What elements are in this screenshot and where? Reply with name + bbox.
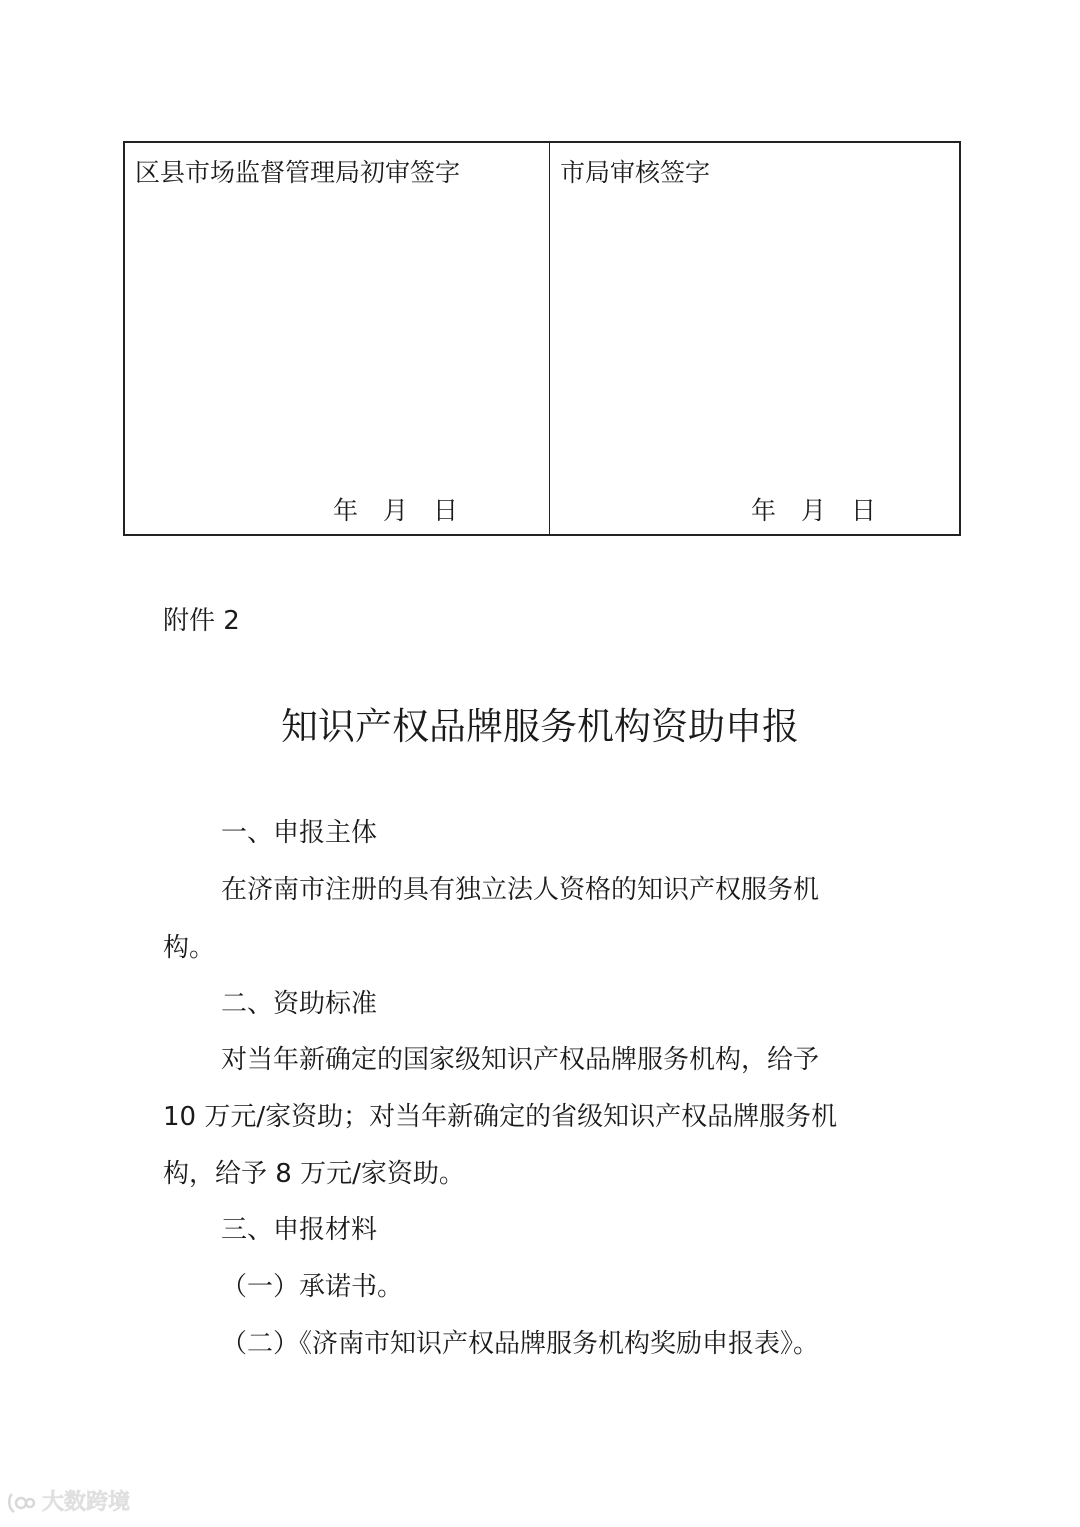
- section-3-item-2: （二）《济南市知识产权品牌服务机构奖励申报表》。: [221, 1329, 820, 1359]
- section-2-text-line-2: 10 万元/家资助；对当年新确定的省级知识产权品牌服务机: [163, 1102, 838, 1132]
- city-review-title: 市局审核签字: [560, 158, 711, 187]
- district-review-date: [333, 495, 458, 527]
- section-2-text-line-1: 对当年新确定的国家级知识产权品牌服务机构，给予: [221, 1045, 820, 1075]
- section-1-text-line-2: 构。: [163, 933, 216, 963]
- signature-table: [123, 141, 961, 536]
- district-review-title: 区县市场监督管理局初审签字: [135, 158, 461, 187]
- date-month: 月: [383, 496, 409, 525]
- watermark-text: 大数跨境: [42, 1490, 131, 1515]
- city-review-date: [751, 495, 876, 527]
- date-year: 年: [751, 496, 777, 525]
- city-review-cell: [550, 143, 959, 534]
- section-3-item-1: （一）承诺书。: [221, 1272, 404, 1302]
- district-review-cell: [125, 143, 550, 534]
- date-day: 日: [851, 496, 877, 525]
- date-month: 月: [801, 496, 827, 525]
- document-title: 知识产权品牌服务机构资助申报: [281, 705, 799, 748]
- section-1-text-line-1: 在济南市注册的具有独立法人资格的知识产权服务机: [221, 875, 820, 905]
- watermark: [6, 1490, 130, 1516]
- section-3-heading: 三、申报材料: [221, 1215, 378, 1245]
- date-year: 年: [333, 496, 359, 525]
- watermark-logo-icon: [6, 1490, 36, 1516]
- attachment-label: 附件 2: [163, 606, 240, 636]
- section-2-text-line-3: 构，给予 8 万元/家资助。: [163, 1159, 465, 1189]
- date-day: 日: [433, 496, 459, 525]
- section-2-heading: 二、资助标准: [221, 989, 378, 1019]
- section-1-heading: 一、申报主体: [221, 818, 378, 848]
